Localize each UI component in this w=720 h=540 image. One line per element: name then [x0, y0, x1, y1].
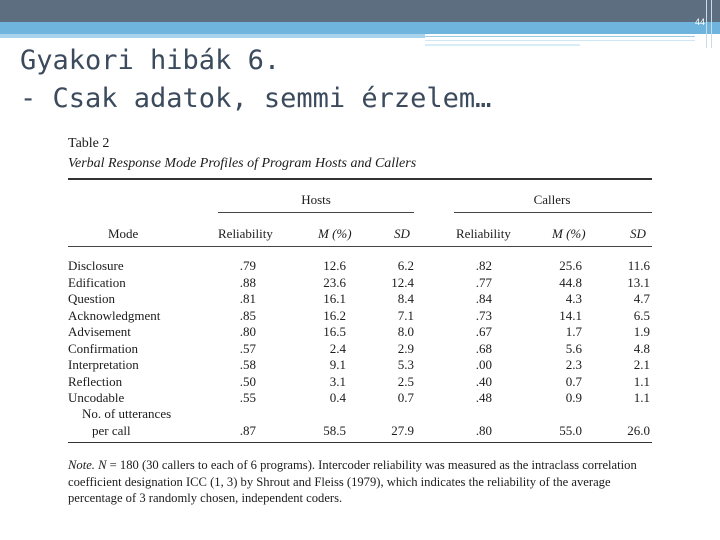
row-mode: Advisement: [68, 324, 131, 339]
group-header-callers: Callers: [533, 192, 571, 207]
row-callers-reliability: .40: [475, 373, 492, 389]
row-hosts-m: 12.6: [323, 258, 346, 273]
row-hosts-m: 16.1: [323, 291, 346, 306]
row-mode: Confirmation: [68, 340, 139, 356]
row-hosts-reliability: .80: [239, 324, 256, 339]
row-hosts-reliability: .85: [239, 307, 256, 323]
decor-line: [425, 40, 695, 41]
row-hosts-sd: 2.5: [397, 373, 414, 389]
row-callers-sd: 13.1: [627, 274, 650, 290]
utterances-hosts-reliability: .87: [239, 423, 256, 438]
utterances-callers-reliability: .80: [475, 423, 492, 438]
row-callers-sd: 1.1: [633, 373, 650, 389]
row-hosts-reliability: .57: [239, 340, 256, 356]
table-top-rule: [68, 178, 652, 180]
header-rule: [68, 246, 652, 247]
row-hosts-reliability: .58: [239, 357, 256, 372]
slide-title-line-2: - Csak adatok, semmi érzelem…: [20, 83, 492, 114]
col-header-callers-reliability: Reliability: [456, 226, 511, 241]
col-header-callers-m: M (%): [552, 226, 586, 241]
row-hosts-sd: 6.2: [397, 258, 414, 273]
slide-accent-band: [0, 22, 720, 34]
row-hosts-m: 9.1: [329, 357, 346, 372]
table-figure: [68, 130, 652, 510]
row-hosts-reliability: .79: [239, 258, 256, 273]
row-callers-sd: 4.8: [633, 340, 650, 356]
table-caption: Verbal Response Mode Profiles of Program Hosts and Callers: [68, 156, 417, 171]
col-header-hosts-sd: SD: [394, 226, 410, 241]
row-hosts-m: 2.4: [329, 340, 346, 356]
col-header-hosts-m: M (%): [318, 226, 352, 241]
row-hosts-reliability: .55: [239, 390, 256, 405]
slide-title-line-1: Gyakori hibák 6.: [20, 45, 281, 76]
row-hosts-sd: 12.4: [391, 274, 414, 290]
row-mode: Reflection: [68, 373, 123, 389]
hosts-group-rule: [218, 212, 414, 213]
row-hosts-m: 16.5: [323, 324, 346, 339]
row-mode: Question: [68, 291, 115, 306]
row-mode: Uncodable: [68, 390, 125, 405]
table-label: Table 2: [68, 136, 110, 151]
note-lead: Note.: [68, 458, 95, 472]
note-text: = 180 (30 callers to each of 6 programs). Intercoder reliability was measured as the intraclass correlation coefficient designation ICC (1, 3) by Shrout and Fleiss (1979), which indicates the reliability of the average percentage of 3 randomly chosen, independent coders.: [68, 458, 637, 505]
row-callers-reliability: .82: [475, 258, 492, 273]
row-hosts-reliability: .88: [239, 274, 256, 290]
row-callers-m: 0.9: [565, 390, 582, 405]
row-hosts-reliability: .81: [239, 291, 256, 306]
row-callers-reliability: .68: [475, 340, 492, 356]
col-header-mode: Mode: [108, 226, 139, 241]
row-callers-m: 25.6: [559, 258, 582, 273]
row-callers-reliability: .00: [475, 357, 492, 372]
table-note: [68, 457, 652, 507]
row-callers-m: 1.7: [565, 324, 582, 339]
row-hosts-sd: 0.7: [397, 390, 414, 405]
row-hosts-m: 3.1: [329, 373, 346, 389]
row-callers-m: 5.6: [565, 340, 582, 356]
row-callers-m: 4.3: [565, 291, 582, 306]
utterances-callers-sd: 26.0: [627, 423, 650, 438]
row-callers-sd: 4.7: [633, 291, 650, 306]
note-n: N: [98, 458, 107, 472]
utterances-hosts-sd: 27.9: [391, 423, 414, 438]
row-callers-m: 44.8: [559, 274, 582, 290]
row-callers-sd: 2.1: [633, 357, 650, 372]
row-hosts-m: 16.2: [323, 307, 346, 323]
row-mode: Interpretation: [68, 357, 139, 372]
row-callers-reliability: .67: [475, 324, 492, 339]
row-callers-m: 0.7: [565, 373, 582, 389]
callers-group-rule: [454, 212, 652, 213]
row-hosts-sd: 5.3: [397, 357, 414, 372]
slide-top-bar: [0, 0, 720, 22]
slide-number: 44: [694, 17, 705, 27]
utterances-label: No. of utterances: [82, 406, 172, 421]
row-callers-sd: 1.1: [633, 390, 650, 405]
row-callers-m: 14.1: [559, 307, 582, 323]
row-hosts-reliability: .50: [239, 373, 256, 389]
col-header-hosts-reliability: Reliability: [218, 226, 273, 241]
table-bottom-rule: [68, 442, 652, 443]
slide-accent-band-light: [0, 34, 425, 38]
row-callers-sd: 6.5: [633, 307, 650, 323]
row-hosts-sd: 7.1: [397, 307, 414, 323]
row-hosts-m: 0.4: [329, 390, 346, 405]
group-header-hosts: Hosts: [301, 192, 331, 207]
decor-line: [425, 36, 695, 37]
row-hosts-m: 23.6: [323, 274, 346, 290]
row-mode: Acknowledgment: [68, 307, 161, 323]
slide-title: [20, 42, 491, 118]
utterances-label-2: per call: [92, 423, 131, 438]
row-hosts-sd: 2.9: [397, 340, 414, 356]
row-mode: Disclosure: [68, 258, 124, 273]
row-callers-reliability: .48: [475, 390, 492, 405]
utterances-callers-m: 55.0: [559, 423, 582, 438]
utterances-hosts-m: 58.5: [323, 423, 346, 438]
row-callers-reliability: .84: [475, 291, 492, 306]
row-callers-reliability: .77: [475, 274, 492, 290]
row-callers-m: 2.3: [565, 357, 582, 372]
row-hosts-sd: 8.4: [397, 291, 414, 306]
row-callers-sd: 11.6: [627, 258, 650, 273]
row-hosts-sd: 8.0: [397, 324, 414, 339]
row-mode: Edification: [68, 274, 126, 290]
row-callers-sd: 1.9: [633, 324, 650, 339]
row-callers-reliability: .73: [475, 307, 492, 323]
col-header-callers-sd: SD: [630, 226, 646, 241]
